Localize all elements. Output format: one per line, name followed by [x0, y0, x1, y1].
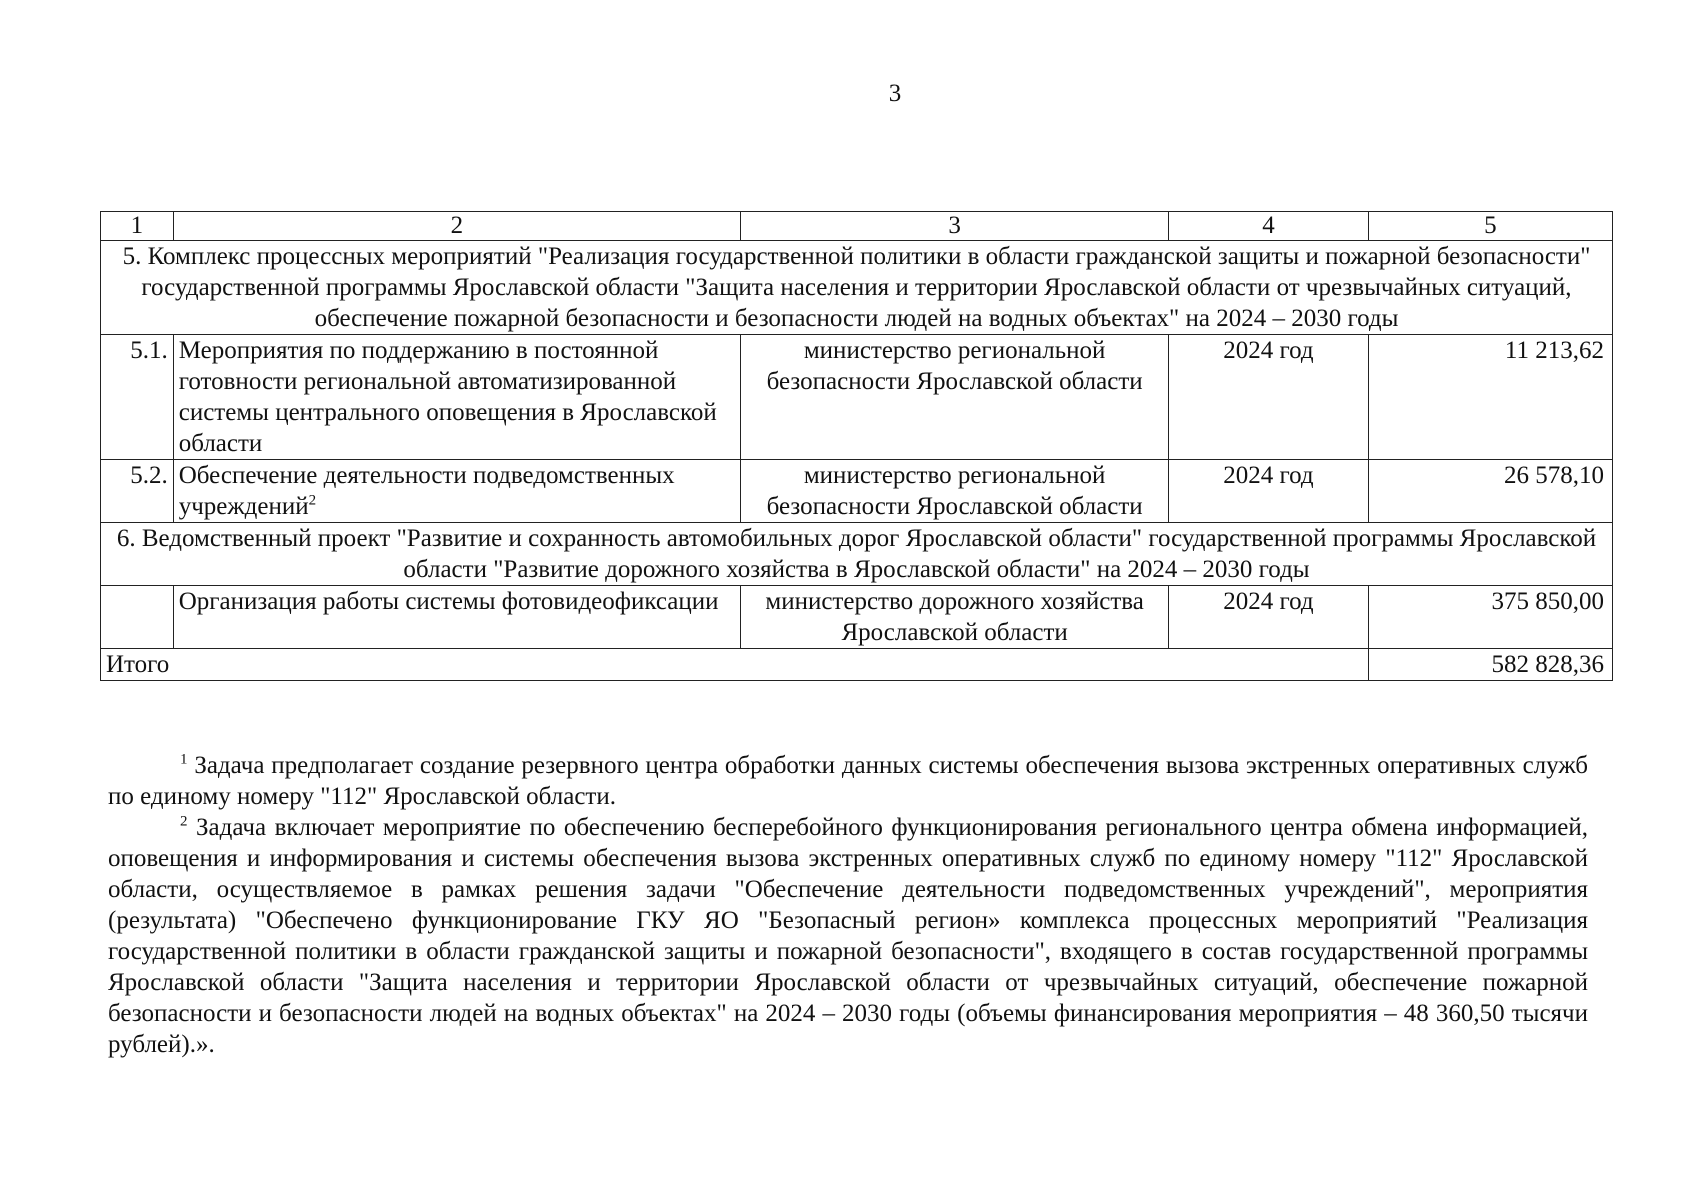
year: 2024 год: [1169, 335, 1369, 460]
footnote-ref: 2: [308, 492, 317, 509]
footnote-mark: 1: [180, 751, 188, 768]
row-number: 5.2.: [101, 460, 174, 523]
year: 2024 год: [1169, 460, 1369, 523]
footnote-text: Задача предполагает создание резервного центра обработки данных системы обеспечения вызова экстренных оперативных служб по единому номеру "112" Ярославской области.: [108, 752, 1588, 810]
page-number: 3: [888, 80, 902, 107]
header-cell-3: 3: [741, 212, 1169, 241]
total-amount: 582 828,36: [1368, 649, 1612, 681]
table-header-row: [101, 212, 1613, 241]
measure-name: Организация работы системы фотовидеофиксации: [173, 586, 740, 649]
footnotes: [108, 750, 1588, 1060]
executor: министерство региональной безопасности Ярославской области: [741, 460, 1169, 523]
section-6-row: [101, 523, 1613, 586]
executor: министерство региональной безопасности Ярославской области: [741, 335, 1169, 460]
amount: 11 213,62: [1368, 335, 1612, 460]
total-label: Итого: [101, 649, 1369, 681]
measures-table: [100, 211, 1613, 681]
footnote-1: [108, 750, 1588, 812]
section-5-row: [101, 241, 1613, 335]
table-row: [101, 586, 1613, 649]
table-row: [101, 460, 1613, 523]
total-row: [101, 649, 1613, 681]
section-6-title: 6. Ведомственный проект "Развитие и сохранность автомобильных дорог Ярославской области" государственной программы Ярославской области "Развитие дорожного хозяйства в Ярославской области" на 2024 – 2030 годы: [101, 523, 1613, 586]
table-row: [101, 335, 1613, 460]
measure-name: Обеспечение деятельности подведомственных учреждений$^2$: [173, 460, 740, 523]
footnote-text: Задача включает мероприятие по обеспечению бесперебойного функционирования регионального центра обмена информацией, оповещения и информирования и системы обеспечения вызова экстренных оперативных служб по единому номеру "112" Ярославской области, осуществляемое в рамках решения задачи "Обеспечение деятельности подведомственных учреждений", мероприятия (результата) "Обеспечено функционирование ГКУ ЯО "Безопасный регион» комплекса процессных мероприятий "Реализация государственной политики в области гражданской защиты и пожарной безопасности", входящего в состав государственной программы Ярославской области "Защита населения и территории Ярославской области от чрезвычайных ситуаций, обеспечение пожарной безопасности и безопасности людей на водных объектах" на 2024 – 2030 годы (объемы финансирования мероприятия – 48 360,50 тысячи рублей).».: [108, 814, 1588, 1058]
footnote-mark: 2: [180, 813, 188, 830]
executor: министерство дорожного хозяйства Ярославской области: [741, 586, 1169, 649]
measure-name: Мероприятия по поддержанию в постоянной готовности региональной автоматизированной системы центрального оповещения в Ярославской области: [173, 335, 740, 460]
header-cell-2: 2: [173, 212, 740, 241]
footnote-2: [108, 812, 1588, 1060]
header-cell-4: 4: [1169, 212, 1369, 241]
row-number: 5.1.: [101, 335, 174, 460]
year: 2024 год: [1169, 586, 1369, 649]
amount: 26 578,10: [1368, 460, 1612, 523]
amount: 375 850,00: [1368, 586, 1612, 649]
section-5-title: 5. Комплекс процессных мероприятий "Реализация государственной политики в области гражданской защиты и пожарной безопасности" государственной программы Ярославской области "Защита населения и территории Ярославской области от чрезвычайных ситуаций, обеспечение пожарной безопасности и безопасности людей на водных объектах" на 2024 – 2030 годы: [101, 241, 1613, 335]
header-cell-5: 5: [1368, 212, 1612, 241]
header-cell-1: 1: [101, 212, 174, 241]
row-number: [101, 586, 174, 649]
